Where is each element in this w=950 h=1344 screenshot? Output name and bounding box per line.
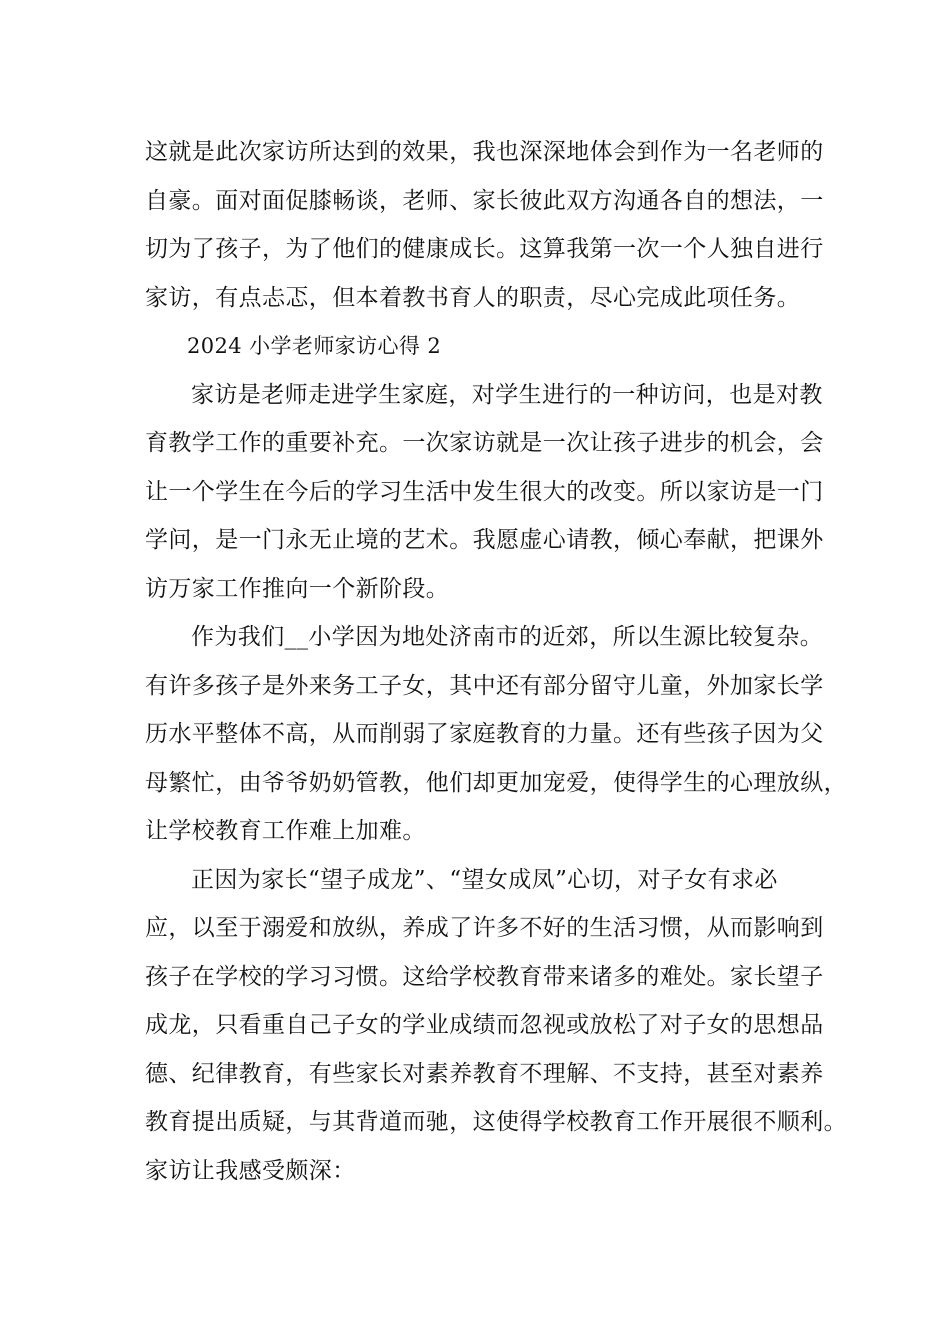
- body-line: 访万家工作推向一个新阶段。: [145, 575, 450, 602]
- body-line: 德、纪律教育，有些家长对素养教育不理解、不支持，甚至对素养: [145, 1060, 824, 1087]
- body-line: 让学校教育工作难上加难。: [145, 818, 426, 844]
- body-line: 有许多孩子是外来务工子女，其中还有部分留守儿童，外加家长学: [145, 672, 824, 699]
- body-line: 育教学工作的重要补充。一次家访就是一次让孩子进步的机会，会: [145, 430, 824, 456]
- body-line: 孩子在学校的学习习惯。这给学校教育带来诸多的难处。家长望子: [145, 963, 824, 990]
- body-line: 家访，有点忐忑，但本着教书育人的职责，尽心完成此项任务。: [145, 284, 801, 311]
- body-line: 历水平整体不高，从而削弱了家庭教育的力量。还有些孩子因为父: [145, 721, 824, 747]
- paragraph-first-line: 家访是老师走进学生家庭，对学生进行的一种访问，也是对教: [191, 381, 823, 408]
- body-line: 自豪。面对面促膝畅谈，老师、家长彼此双方沟通各自的想法，一: [145, 187, 824, 214]
- paragraph-first-line: 正因为家长“望子成龙”、“望女成凤”心切，对子女有求必: [191, 866, 778, 893]
- section-heading: 2024 小学老师家访心得 2: [187, 334, 442, 358]
- body-line: 教育提出质疑，与其背道而驰，这使得学校教育工作开展很不顺利。: [145, 1109, 847, 1135]
- body-line: 应，以至于溺爱和放纵，养成了许多不好的生活习惯，从而影响到: [145, 915, 824, 941]
- body-line: 母繁忙，由爷爷奶奶管教，他们却更加宠爱，使得学生的心理放纵，: [145, 769, 847, 796]
- body-line: 学问，是一门永无止境的艺术。我愿虚心请教，倾心奉献，把课外: [145, 527, 824, 553]
- document-body: [145, 128, 847, 1195]
- body-line: 家访让我感受颇深：: [145, 1157, 356, 1184]
- paragraph-first-line: 作为我们__小学因为地处济南市的近郊，所以生源比较复杂。: [191, 624, 824, 650]
- body-line: 让一个学生在今后的学习生活中发生很大的改变。所以家访是一门: [145, 478, 824, 505]
- body-line: 这就是此次家访所达到的效果，我也深深地体会到作为一名老师的: [145, 139, 824, 165]
- body-line: 切为了孩子，为了他们的健康成长。这算我第一次一个人独自进行: [145, 236, 824, 262]
- body-line: 成龙，只看重自己子女的学业成绩而忽视或放松了对子女的思想品: [145, 1012, 824, 1038]
